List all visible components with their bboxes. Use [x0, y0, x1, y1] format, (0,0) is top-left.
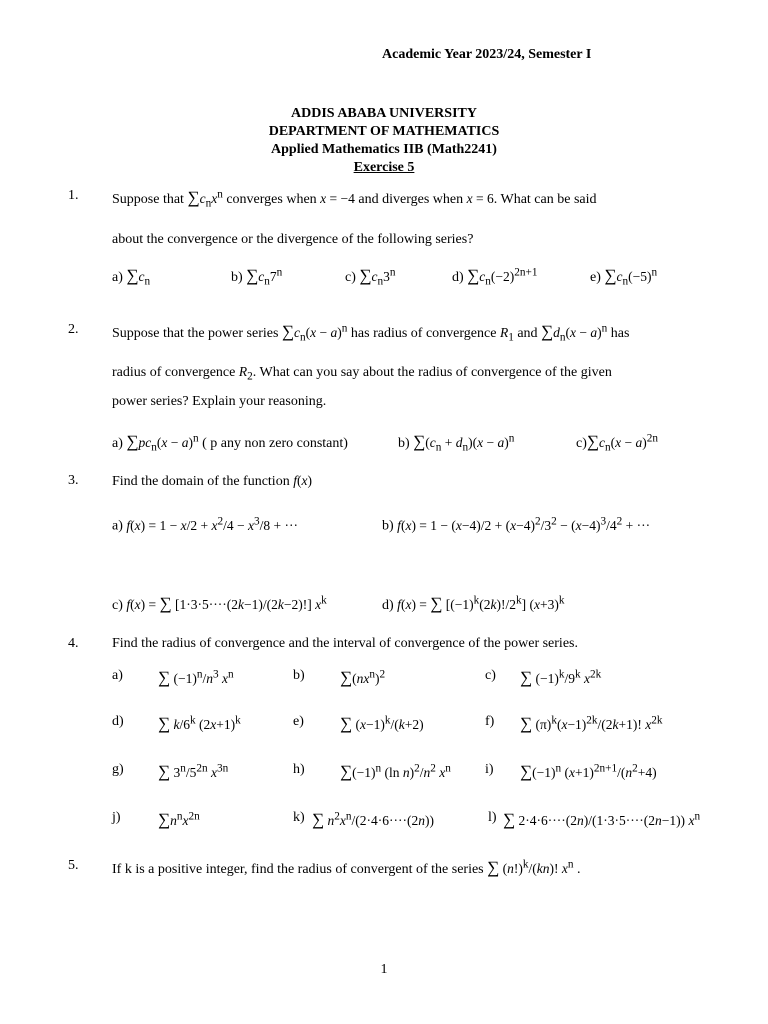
q4-part-l: l): [488, 810, 497, 825]
question-3-text: Find the domain of the function f(x): [112, 473, 312, 489]
exercise-sheet: Academic Year 2023/24, Semester I ADDIS ABABA UNIVERSITY DEPARTMENT OF MATHEMATICS Applied Mathematics IIB (Math2241) Exercise 5 1. Suppose that $\sum c_nx^n$ converges when x = −4 and diverges when x = 6. What can be said about the convergence or the divergence of the following series? a) $\sum c_n$ b) $\sum c_n7^n$ c) $\sum c_n3^n$ d) $\sum c_n(-2)^{2n+1}$ e) $\sum c_n(-5)^n$ 2. Suppose that the power series $\sum c_n(x - a)^n$ has radius of convergence $R_1$ and $\sum d_n(x - a)^n$ has radius of convergence $R_2$. What can you say about the radius of convergence of the given power series? Explain your reasoning. a) $\sum pc_n(x - a)^n$ ( p any non zero constant) b) $\sum(c_n + d_n)(x - a)^n$ $c)\sum c_n(x - a)^{2n}$ 3. Find the domain of the function f(x) a) $f(x) = 1 - x/2 + x^2/4 - x^3/8$ + ··· b) $f(x) = 1 - (x-4)/2 + (x-4)^2/3^2 - (x-4)^3/4^2$ + ··· c) f(x) = ∑ [1·3·5····(2k−1)/(2k−2)!] $x^k$ d) f(x) = ∑ $[(-1)^k(2k)!/2^k]$ $(x+3)^k$ 4. Find the radius of convergence and the interval of convergence of the power series. a) ∑ $(-1)^n/n^3$ $x^n$ b) $\sum(nx^n)^2$ c) ∑ $(-1)^k/9^k$ $x^{2k}$ d) ∑ k/6$^k$ $(2x+1)^k$ e) ∑ $(x-1)^k/(k+2)$ f) ∑ $(\pi)^k(x-1)^{2k}/(2k+1)$! $x^{2k}$ g) ∑ $3^n/5^{2n}$ $x^{3n}$ h) $\sum(-1)^n$ (ln $n)^2/n^2$ $x^n$ i) $\sum(-1)^n$ $(x+1)^{2n+1}/(n^2+4)$ j) $\sum n^nx^{2n}$ k) ∑ $n^2x^n/(2\cdot 4\cdot 6\cdot\cdot\cdot\cdot(2n))$ l) ∑ 2·4·6····(2n)/(1·3·5····(2n−1)) $x^n$ 5. If k is a positive integer, find the radius of convergent of the series ∑ $(n!)^k/(kn)$! $x^n$ . 1: [0, 0, 768, 1024]
question-1-line-2: about the convergence or the divergence of the following series?: [112, 232, 474, 247]
q4-part-i: i): [485, 762, 494, 777]
q3-part-b: b) $f(x) = 1 - (x-4)/2 + (x-4)^2/3^2 - (x-4)^3/4^2$ + ···: [382, 515, 651, 534]
page-number: 1: [380, 962, 388, 977]
question-3-number: 3.: [68, 473, 79, 488]
q4-part-a: a): [112, 668, 123, 683]
department-name: DEPARTMENT OF MATHEMATICS: [268, 124, 500, 139]
question-5-text: If k is a positive integer, find the radius of convergent of the series ∑ $(n!)^k/(kn)$! $x^n$ .: [112, 858, 581, 877]
q4-part-g: g): [112, 762, 124, 777]
university-name: ADDIS ABABA UNIVERSITY: [291, 106, 477, 121]
question-2-line-1: Suppose that the power series $\sum c_n(x - a)^n$ has radius of convergence $R_1$ and $\sum d_n(x - a)^n$ has: [112, 322, 630, 344]
q1-part-c: c) $\sum c_n3^n$: [345, 266, 396, 288]
q1-part-d: d) $\sum c_n(-2)^{2n+1}$: [452, 266, 538, 288]
q4-part-h: h): [293, 762, 305, 777]
q4-part-j: j): [112, 810, 121, 825]
q4-part-k: k): [293, 810, 305, 825]
question-5-number: 5.: [68, 858, 79, 873]
q1-part-e: e) $\sum c_n(-5)^n$: [590, 266, 658, 288]
q3-part-c: c) f(x) = ∑ [1·3·5····(2k−1)/(2k−2)!] $x^k$: [112, 594, 327, 613]
question-2-number: 2.: [68, 322, 79, 337]
question-1-line-1: Suppose that $\sum c_nx^n$ converges when x = −4 and diverges when x = 6. What can be said: [112, 188, 597, 210]
question-2-line-2: radius of convergence $R_2$. What can you say about the radius of convergence of the given: [112, 364, 612, 383]
academic-year: Academic Year 2023/24, Semester I: [382, 47, 592, 62]
q4-part-b: b): [293, 668, 305, 683]
question-1-number: 1.: [68, 188, 79, 203]
q4-part-d: d): [112, 714, 124, 729]
exercise-title: Exercise 5: [353, 160, 415, 175]
series-cn-xn: $\sum c_nx^n$: [187, 188, 223, 210]
q3-part-a: a) $f(x) = 1 - x/2 + x^2/4 - x^3/8$ + ···: [112, 515, 298, 534]
course-title: Applied Mathematics IIB (Math2241): [271, 142, 497, 157]
question-2-line-3: power series? Explain your reasoning.: [112, 394, 327, 409]
question-4-text: Find the radius of convergence and the interval of convergence of the power series.: [112, 636, 578, 651]
q1-part-a: a) $\sum c_n$: [112, 266, 151, 288]
q2-part-b: b) $\sum(c_n + d_n)(x - a)^n$: [398, 432, 515, 454]
q1-part-b: b) $\sum c_n7^n$: [231, 266, 283, 288]
q4-part-e: e): [293, 714, 304, 729]
q4-part-c: c): [485, 668, 496, 683]
q2-part-c: $c)\sum c_n(x - a)^{2n}$: [576, 432, 659, 454]
question-4-number: 4.: [68, 636, 79, 651]
q3-part-d: d) f(x) = ∑ $[(-1)^k(2k)!/2^k]$ $(x+3)^k$: [382, 594, 565, 613]
q4-part-f: f): [485, 714, 495, 729]
q2-part-a: a) $\sum pc_n(x - a)^n$ ( p any non zero constant): [112, 432, 348, 454]
